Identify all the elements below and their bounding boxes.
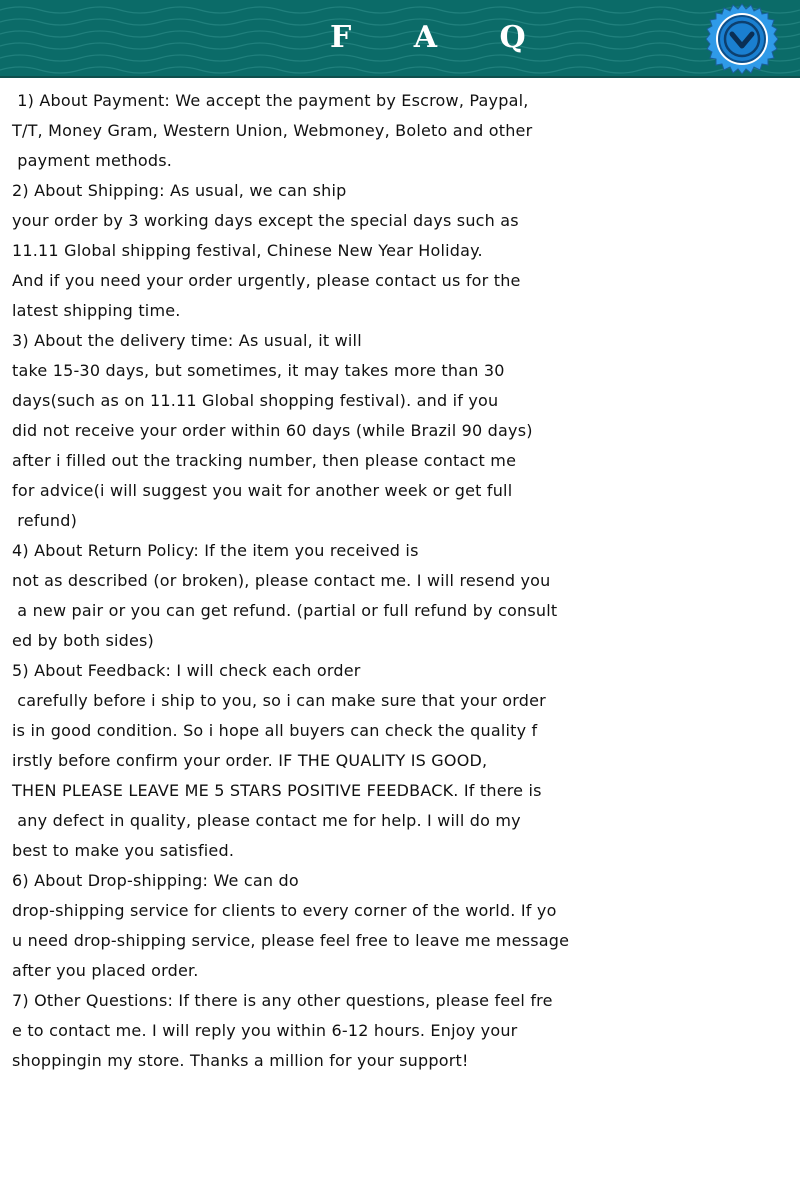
faq-line: for advice(i will suggest you wait for another week or get full xyxy=(12,481,513,500)
faq-line: take 15-30 days, but sometimes, it may takes more than 30 xyxy=(12,361,505,380)
faq-line: 6) About Drop-shipping: We can do xyxy=(12,871,299,890)
faq-line: u need drop-shipping service, please feel free to leave me message xyxy=(12,931,570,950)
faq-line: 3) About the delivery time: As usual, it will xyxy=(12,331,362,350)
faq-line: is in good condition. So i hope all buyers can check the quality f xyxy=(12,721,538,740)
faq-line: payment methods. xyxy=(12,151,173,170)
faq-line: did not receive your order within 60 days (while Brazil 90 days) xyxy=(12,421,533,440)
faq-line: e to contact me. I will reply you within 6-12 hours. Enjoy your xyxy=(12,1021,518,1040)
faq-line: drop-shipping service for clients to every corner of the world. If yo xyxy=(12,901,557,920)
faq-text xyxy=(12,86,788,1076)
faq-line: not as described (or broken), please contact me. I will resend you xyxy=(12,571,551,590)
faq-line: carefully before i ship to you, so i can make sure that your order xyxy=(12,691,546,710)
faq-line: best to make you satisfied. xyxy=(12,841,235,860)
faq-line: your order by 3 working days except the special days such as xyxy=(12,211,519,230)
faq-line: 5) About Feedback: I will check each order xyxy=(12,661,361,680)
faq-line: ed by both sides) xyxy=(12,631,155,650)
faq-line: refund) xyxy=(12,511,78,530)
page-title: F A Q xyxy=(330,20,552,55)
faq-line: And if you need your order urgently, please contact us for the xyxy=(12,271,521,290)
faq-line: a new pair or you can get refund. (partial or full refund by consult xyxy=(12,601,558,620)
faq-banner xyxy=(0,0,800,78)
faq-line: latest shipping time. xyxy=(12,301,181,320)
faq-line: after i filled out the tracking number, then please contact me xyxy=(12,451,517,470)
faq-line: any defect in quality, please contact me for help. I will do my xyxy=(12,811,521,830)
faq-line: 7) Other Questions: If there is any other questions, please feel fre xyxy=(12,991,553,1010)
faq-line: 4) About Return Policy: If the item you received is xyxy=(12,541,419,560)
faq-line: shoppingin my store. Thanks a million for your support! xyxy=(12,1051,469,1070)
chevron-down-icon xyxy=(706,3,778,75)
faq-line: THEN PLEASE LEAVE ME 5 STARS POSITIVE FEEDBACK. If there is xyxy=(12,781,542,800)
faq-line: after you placed order. xyxy=(12,961,199,980)
faq-line: 2) About Shipping: As usual, we can ship xyxy=(12,181,347,200)
faq-line: 1) About Payment: We accept the payment by Escrow, Paypal, xyxy=(12,91,529,110)
faq-line: irstly before confirm your order. IF THE QUALITY IS GOOD, xyxy=(12,751,488,770)
faq-line: 11.11 Global shipping festival, Chinese New Year Holiday. xyxy=(12,241,483,260)
faq-line: days(such as on 11.11 Global shopping festival). and if you xyxy=(12,391,499,410)
faq-line: T/T, Money Gram, Western Union, Webmoney, Boleto and other xyxy=(12,121,533,140)
